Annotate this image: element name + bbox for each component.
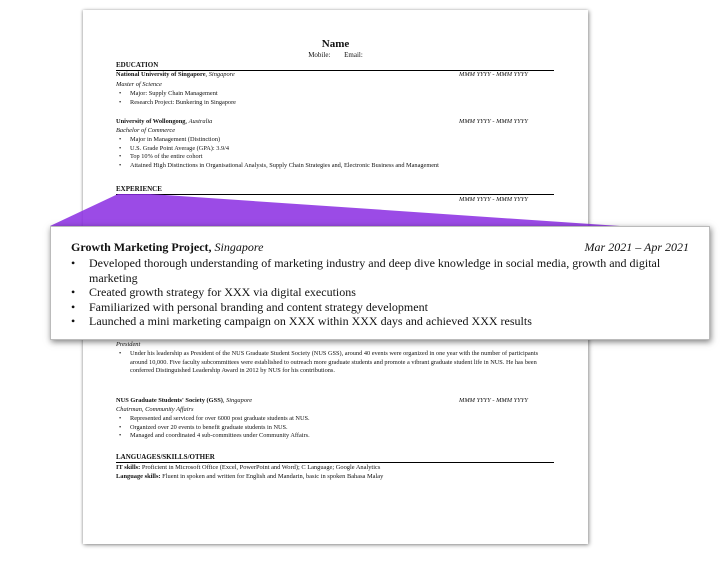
list-item: • Developed thorough understanding of marketing industry and deep dive knowledge in social media, growth and digital marketing bbox=[71, 256, 681, 285]
language-skills-label: Language skills: bbox=[116, 473, 161, 480]
gss-date: MMM YYYY - MMM YYYY bbox=[459, 397, 528, 404]
list-item: • Launched a mini marketing campaign on XXX within XXX days and achieved XXX results bbox=[71, 314, 681, 329]
list-item: • Under his leadership as President of the NUS Graduate Student Society (NUS GSS), around 40 events were organized in one year with the number of participants around 10,000. Five faculty subcommittees were established to outreach more graduate students and promote a vibrant graduate student life in NUS. He has been conferred Distinguished Leadership Award in 2012 by NUS for his contributions. bbox=[116, 350, 551, 376]
education-entry-1-degree: Master of Science bbox=[116, 81, 162, 88]
education-entry-2-date: MMM YYYY - MMM YYYY bbox=[459, 118, 528, 125]
org-location: , Singapore bbox=[222, 397, 253, 404]
language-skills-value: Fluent in spoken and written for English and Mandarin, basic in spoken Bahasa Malay bbox=[160, 473, 384, 480]
project-location: Singapore bbox=[211, 240, 264, 254]
mobile-label: Mobile: bbox=[308, 51, 331, 59]
gss-role: Chairman, Community Affairs bbox=[116, 406, 194, 413]
list-item: • Managed and coordinated 4 sub-committees under Community Affairs. bbox=[116, 432, 556, 441]
experience-heading: EXPERIENCE bbox=[116, 185, 554, 195]
callout-title bbox=[71, 240, 263, 255]
project-name: Growth Marketing Project, bbox=[71, 240, 212, 254]
experience-first-date: MMM YYYY - MMM YYYY bbox=[459, 196, 528, 203]
it-skills-label: IT skills: bbox=[116, 464, 141, 471]
list-item: • Represented and serviced for over 6000 post graduate students at NUS. bbox=[116, 415, 556, 424]
list-item: • Top 10% of the entire cohort bbox=[116, 153, 556, 162]
languages-heading: LANGUAGES/SKILLS/OTHER bbox=[116, 453, 554, 463]
school-name: University of Wollongong bbox=[116, 118, 186, 125]
education-heading: EDUCATION bbox=[116, 61, 554, 71]
education-entry-2-degree: Bachelor of Commerce bbox=[116, 127, 176, 134]
school-location: , Australia bbox=[185, 118, 213, 125]
list-item: • Organized over 20 events to benefit graduate students in NUS. bbox=[116, 424, 556, 433]
list-item: • Research Project: Bunkering in Singapore bbox=[116, 99, 556, 108]
callout-bullets bbox=[71, 256, 681, 329]
org-name: NUS Graduate Students' Society (GSS) bbox=[116, 397, 223, 404]
experience-role: President bbox=[116, 341, 141, 348]
list-item: • Major: Supply Chain Management bbox=[116, 90, 556, 99]
zoom-wedge-shape bbox=[50, 194, 620, 226]
callout-date: Mar 2021 – Apr 2021 bbox=[584, 240, 689, 254]
school-location: , Singapore bbox=[205, 71, 235, 78]
list-item: • U.S. Grade Point Average (GPA): 3.9/4 bbox=[116, 145, 556, 154]
zoom-callout bbox=[50, 226, 710, 340]
education-entry-1-date: MMM YYYY - MMM YYYY bbox=[459, 71, 528, 78]
resume-name: Name bbox=[321, 38, 350, 50]
email-label: Email: bbox=[344, 51, 363, 59]
it-skills-value: Proficient in Microsoft Office (Excel, PowerPoint and Word); C Language; Google Analytics bbox=[140, 464, 381, 471]
list-item: • Attained High Distinctions in Organisational Analysis, Supply Chain Strategies and, Electronic Business and Management bbox=[116, 162, 556, 171]
list-item: • Major in Management (Distinction) bbox=[116, 136, 556, 145]
list-item: • Familiarized with personal branding and content strategy development bbox=[71, 300, 681, 315]
list-item: • Created growth strategy for XXX via digital executions bbox=[71, 285, 681, 300]
school-name: National University of Singapore bbox=[116, 71, 206, 78]
